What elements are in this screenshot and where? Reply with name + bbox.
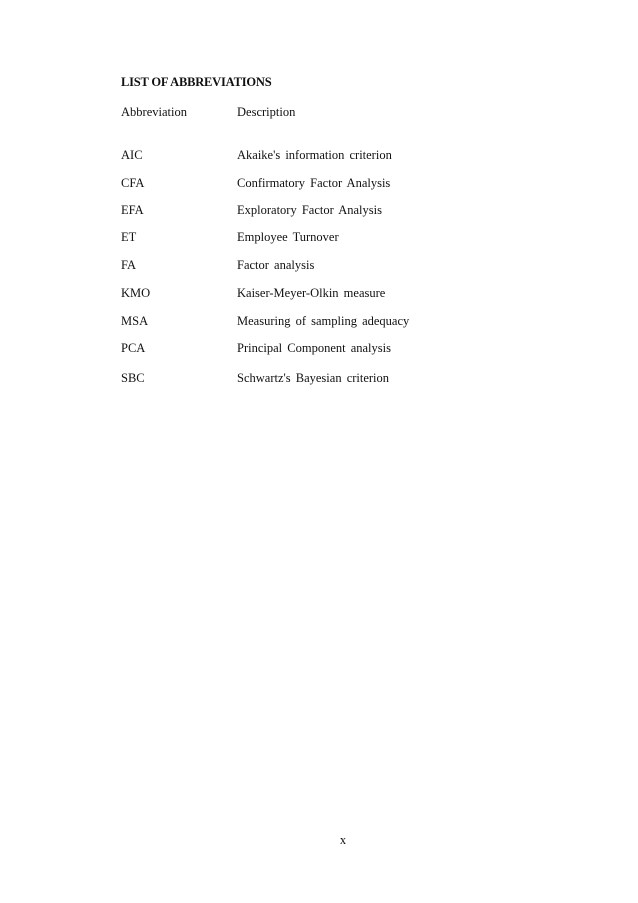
abbreviation-row xyxy=(0,148,638,166)
abbreviation-row xyxy=(0,286,638,304)
abbreviation-row xyxy=(0,203,638,221)
column-header-description: Description xyxy=(237,105,296,119)
abbreviation-row xyxy=(0,258,638,276)
page-heading: LIST OF ABBREVIATIONS xyxy=(121,75,272,89)
abbreviation-term: MSA xyxy=(121,314,149,328)
abbreviation-row xyxy=(0,341,638,359)
abbreviation-term: AIC xyxy=(121,148,143,162)
abbreviation-description: Measuring of sampling adequacy xyxy=(237,314,410,328)
abbreviation-term: PCA xyxy=(121,341,146,355)
column-header-abbreviation: Abbreviation xyxy=(121,105,187,119)
abbreviation-term: FA xyxy=(121,258,137,272)
abbreviation-term: ET xyxy=(121,230,137,244)
abbreviation-description: Kaiser-Meyer-Olkin measure xyxy=(237,286,386,300)
abbreviation-term: KMO xyxy=(121,286,151,300)
abbreviation-description: Factor analysis xyxy=(237,258,315,272)
abbreviation-row xyxy=(0,371,638,389)
abbreviation-term: CFA xyxy=(121,176,145,190)
abbreviation-description: Schwartz's Bayesian criterion xyxy=(237,371,390,385)
abbreviation-description: Principal Component analysis xyxy=(237,341,391,355)
abbreviation-term: EFA xyxy=(121,203,144,217)
abbreviation-description: Akaike's information criterion xyxy=(237,148,392,162)
abbreviation-description: Employee Turnover xyxy=(237,230,339,244)
abbreviation-row xyxy=(0,176,638,194)
abbreviation-row xyxy=(0,230,638,248)
page-number: x xyxy=(339,833,347,847)
abbreviation-description: Exploratory Factor Analysis xyxy=(237,203,382,217)
abbreviation-term: SBC xyxy=(121,371,145,385)
abbreviation-description: Confirmatory Factor Analysis xyxy=(237,176,391,190)
abbreviation-row xyxy=(0,314,638,332)
